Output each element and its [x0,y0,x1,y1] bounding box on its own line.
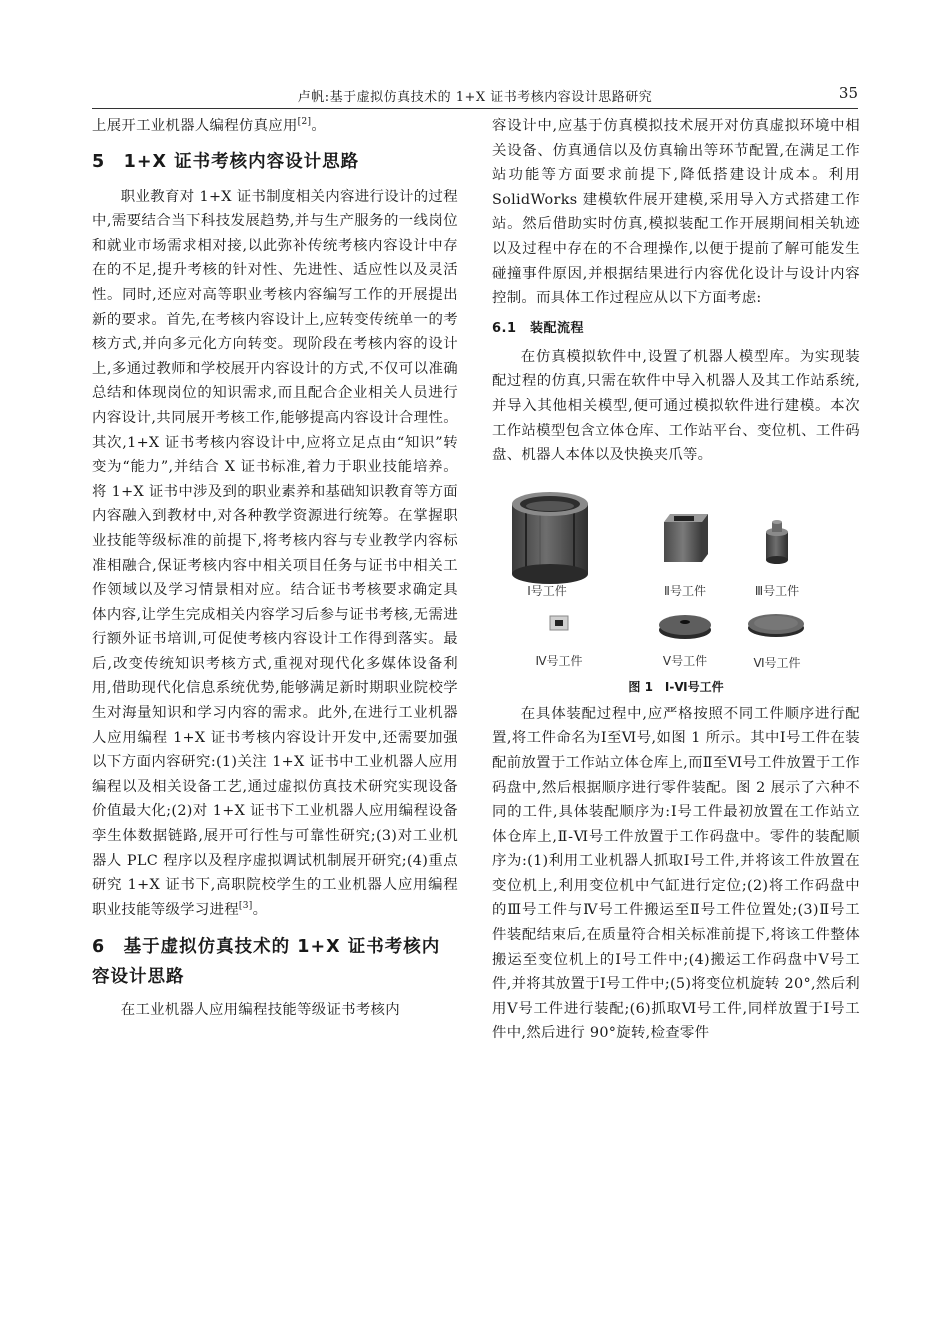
section-6-paragraph-start: 在工业机器人应用编程技能等级证书考核内 [120,1002,400,1019]
section-6-continuation: 容设计中,应基于仿真模拟技术展开对仿真虚拟环境中相关设备、仿真通信以及仿真输出等环节配置,在满足工作站功能等方面要求前提下,降低搭建设计成本。利用 SolidWorks 建模软件展开建模,采用导入方式搭建工作站。然后借助实时仿真,模拟装配工作开展期间相关轨迹以及过程中存在的不合理操作,以便于提前了解可能发生碰撞事件原因,并根据结果进行内容优化设计与设计内容控制。而具体工作过程应从以下方面考虑: [492,118,860,307]
workpiece-4-shape [550,616,568,630]
intro-line: 上展开工业机器人编程仿真应用[2]。 [92,117,327,134]
assembly-paragraph: 在具体装配过程中,应严格按照不同工件顺序进行配置,将工件命名为Ⅰ至Ⅵ号,如图 1 所示。其中Ⅰ号工件在装配前放置于工作站立体仓库上,而Ⅱ至Ⅵ号工件放置于工作码盘中,然后根据顺序进行零件装配。图 2 展示了六种不同的工件,具体装配顺序为:Ⅰ号工件最初放置在工作站立体仓库上,Ⅱ-Ⅵ号工件放置于工作码盘中。零件的装配顺序为:(1)利用工业机器人抓取Ⅰ号工件,并将该工件放置在变位机上,利用变位机中气缸进行定位;(2)将工作码盘中的Ⅲ号工件与Ⅳ号工件搬运至Ⅱ号工件位置处;(3)Ⅱ号工件装配结束后,在质量符合相关标准前提下,将该工件整体搬运至变位机上的Ⅰ号工件中;(4)搬运工作码盘中Ⅴ号工件,并将其放置于Ⅰ号工件中;(5)将变位机旋转 20°,然后利用Ⅴ号工件进行装配;(6)抓取Ⅵ号工件,同样放置于Ⅰ号工件中,然后进行 90°旋转,检查零件 [492,705,860,1042]
workpieces-illustration [492,482,860,678]
workpiece-5-shape [659,615,711,639]
workpiece-1-shape [512,492,588,584]
page-header [92,84,858,109]
workpiece-3-label: Ⅲ号工件 [754,583,800,598]
workpiece-4-label: Ⅳ号工件 [535,653,583,668]
figure-1-caption: 图 1 Ⅰ-Ⅵ号工件 [628,679,724,694]
running-title: 卢帆:基于虚拟仿真技术的 1+X 证书考核内容设计思路研究 [297,90,653,105]
left-column [92,114,458,1023]
workpiece-2-shape [664,514,708,562]
section-5-heading: 5 1+X 证书考核内容设计思路 [92,151,360,172]
workpiece-6-shape [748,614,804,637]
section-6-heading: 6 基于虚拟仿真技术的 1+X 证书考核内容设计思路 [92,937,441,988]
subsection-6-1-paragraph: 在仿真模拟软件中,设置了机器人模型库。为实现装配过程的仿真,只需在软件中导入机器人及其工作站系统,并导入其他相关模型,便可通过模拟软件进行建模。本次工作站模型包含立体仓库、工作站平台、变位机、工件码盘、机器人本体以及快换夹爪等。 [492,348,860,464]
page-number: 35 [838,84,858,102]
workpiece-6-label: Ⅵ号工件 [753,655,801,670]
figure-1 [492,482,860,696]
workpiece-1-label: Ⅰ号工件 [527,583,567,598]
subsection-6-1-heading: 6.1 装配流程 [492,320,585,336]
workpiece-2-label: Ⅱ号工件 [664,583,706,598]
right-column [492,114,860,1046]
section-5-paragraph: 职业教育对 1+X 证书制度相关内容进行设计的过程中,需要结合当下科技发展趋势,并与生产服务的一线岗位和就业市场需求相对接,以此弥补传统考核内容设计中存在的不足,提升考核的针对性、先进性、适应性以及灵活性。同时,还应对高等职业考核内容编写工作的开展提出新的要求。首先,在考核内容设计上,应转变传统单一的考核方式,并向多元化方向转变。现阶段在考核内容的设计上,多通过教师和学校展开内容设计的方式,不仅可以准确总结和体现岗位的知识需求,而且配合企业相关人员进行内容设计,共同展开考核工作,能够提高内容设计合理性。其次,1+X 证书考核内容设计中,应将立足点由“知识”转变为“能力”,并结合 X 证书标准,着力于职业技能培养。将 1+X 证书中涉及到的职业素养和基础知识教育等方面内容融入到教材中,对各种教学资源进行统筹。在掌握职业技能等级标准的前提下,将考核内容与专业教学内容标准相融合,保证考核内容中相关项目任务与证书中相关工作领域以及学习情景相对应。结合证书考核要求确定具体内容,让学生完成相关内容学习后参与证书考核,无需进行额外证书培训,可促使考核内容设计工作得到落实。最后,改变传统知识考核方式,重视对现代化多媒体设备利用,借助现代化信息系统优势,能够满足新时期职业院校学生对海量知识和学习内容的需求。此外,在进行工业机器人应用编程 1+X 证书考核内容设计开发中,还需要加强以下方面内容研究:(1)关注 1+X 证书中工业机器人应用编程以及相关设备工艺,通过虚拟仿真技术研究实现设备价值最大化;(2)对 1+X 证书下工业机器人应用编程设备孪生体数据链路,展开可行性与可靠性研究;(3)对工业机器人 PLC 程序以及程序虚拟调试机制展开研究;(4)重点研究 1+X 证书下,高职院校学生的工业机器人应用编程职业技能等级学习进程[3]。 [92,188,458,918]
workpiece-5-label: Ⅴ号工件 [662,653,708,668]
workpiece-3-shape [766,520,788,564]
citation-2: [2] [297,117,312,128]
citation-3: [3] [238,901,253,912]
